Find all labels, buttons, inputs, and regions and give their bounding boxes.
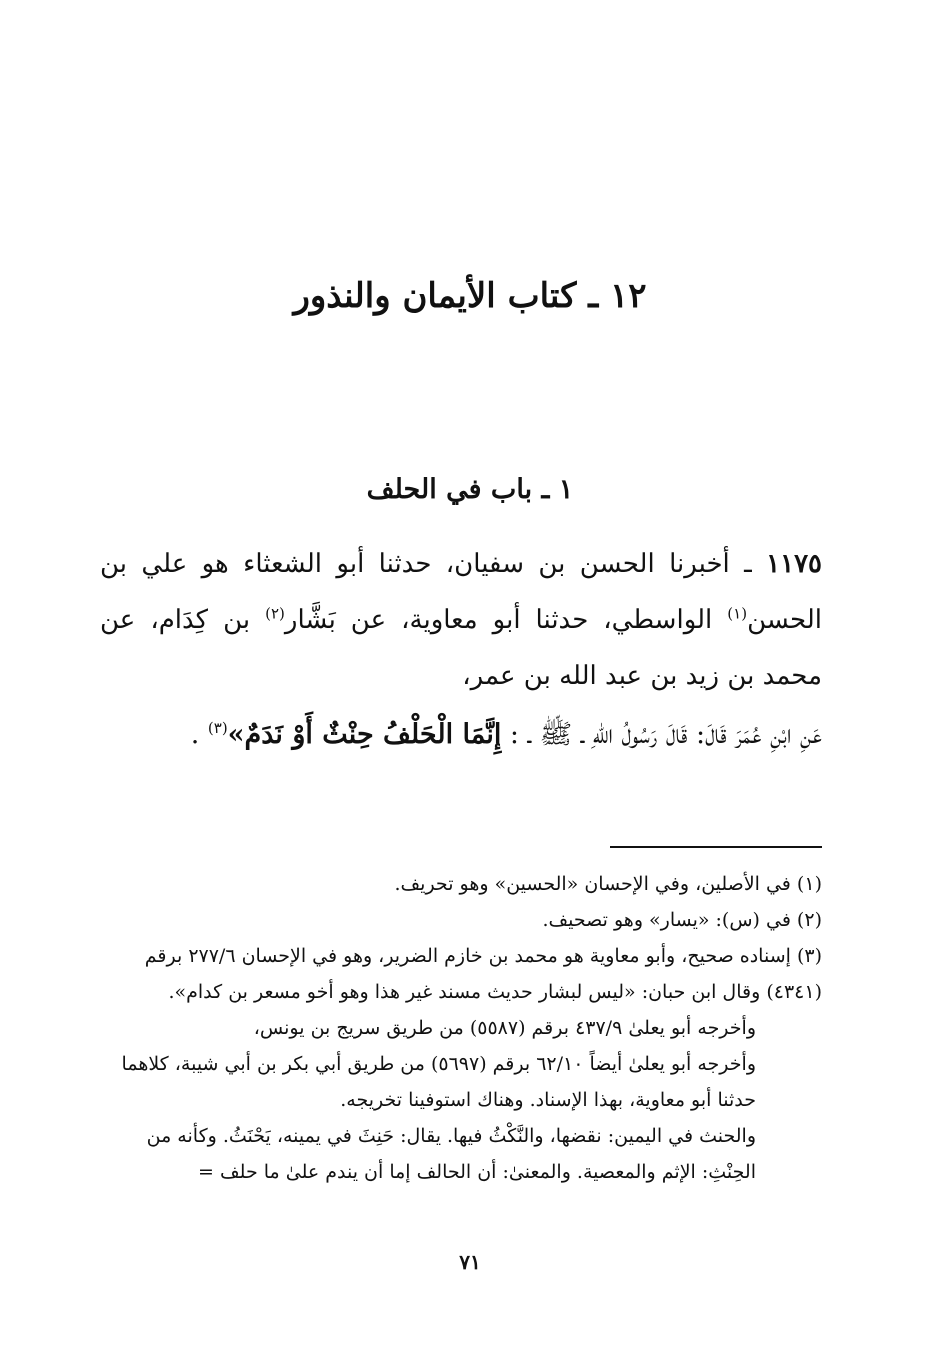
hadith-chain (100, 536, 822, 704)
matn-intro: عَنِ ابْنِ عُمَرَ قَالَ: قَالَ رَسُولُ اللهِ ـ ﷺ ـ : (501, 719, 822, 750)
footnote-1: (١) في الأصلين، وفي الإحسان «الحسين» وهو تحريف. (394, 873, 822, 895)
page-number: ٧١ (459, 1250, 481, 1274)
footnote-3: (٣) إسناده صحيح، وأبو معاوية هو محمد بن خازم الضرير، وهو في الإحسان ٢٧٧/٦ برقم (٤٣٤١) وقال ابن حبان: «ليس لبشار حديث مسند غير هذا وهو أخو مسعر بن كدام». (144, 945, 822, 1003)
footnote-ref-2[interactable]: (٢) (265, 604, 285, 623)
matn-quote: إِنَّمَا الْحَلْفُ حِنْثٌ أَوْ نَدَمٌ» (227, 719, 502, 750)
section-title: ١ ـ باب في الحلف (366, 474, 574, 505)
chain-text-1: ـ أخبرنا الحسن بن سفيان، حدثنا أبو الشعثاء هو علي بن الحسن (100, 549, 822, 635)
chain-text-3: بن كِدَام، عن محمد بن زيد بن عبد الله بن عمر، (100, 605, 822, 691)
matn-end: . (190, 719, 208, 750)
hadith-matn (100, 706, 822, 764)
footnote-divider (610, 846, 822, 848)
footnote-2: (٢) في (س): «يسار» وهو تصحيف. (542, 909, 822, 931)
footnotes (100, 866, 822, 1190)
chain-text-2: الواسطي، حدثنا أبو معاوية، عن بَشَّار (284, 605, 728, 635)
footnote-ref-1[interactable]: (١) (727, 604, 748, 623)
footnote-paragraph-2: وأخرجه أبو يعلىٰ أيضاً ٦٢/١٠ برقم (٥٦٩٧) من طريق أبي بكر بن أبي شيبة، كلاهما حدثنا أبو معاوية، بهذا الإسناد. وهناك استوفينا تخريجه. (121, 1053, 756, 1111)
chapter-title: ١٢ ـ كتاب الأيمان والنذور (293, 276, 647, 316)
footnote-paragraph-1: وأخرجه أبو يعلىٰ ٤٣٧/٩ برقم (٥٥٨٧) من طريق سريج بن يونس، (253, 1017, 756, 1039)
footnote-ref-3[interactable]: (٣) (207, 719, 228, 737)
hadith-number: ١١٧٥ (766, 549, 822, 579)
footnote-paragraph-3: والحنث في اليمين: نقضها، والنَّكْثُ فيها. يقال: حَنِثَ في يمينه، يَحْنَثُ. وكأنه من الحِنْثِ: الإثم والمعصية. والمعنىٰ: أن الحالف إما أن يندم علىٰ ما حلف = (146, 1125, 756, 1183)
